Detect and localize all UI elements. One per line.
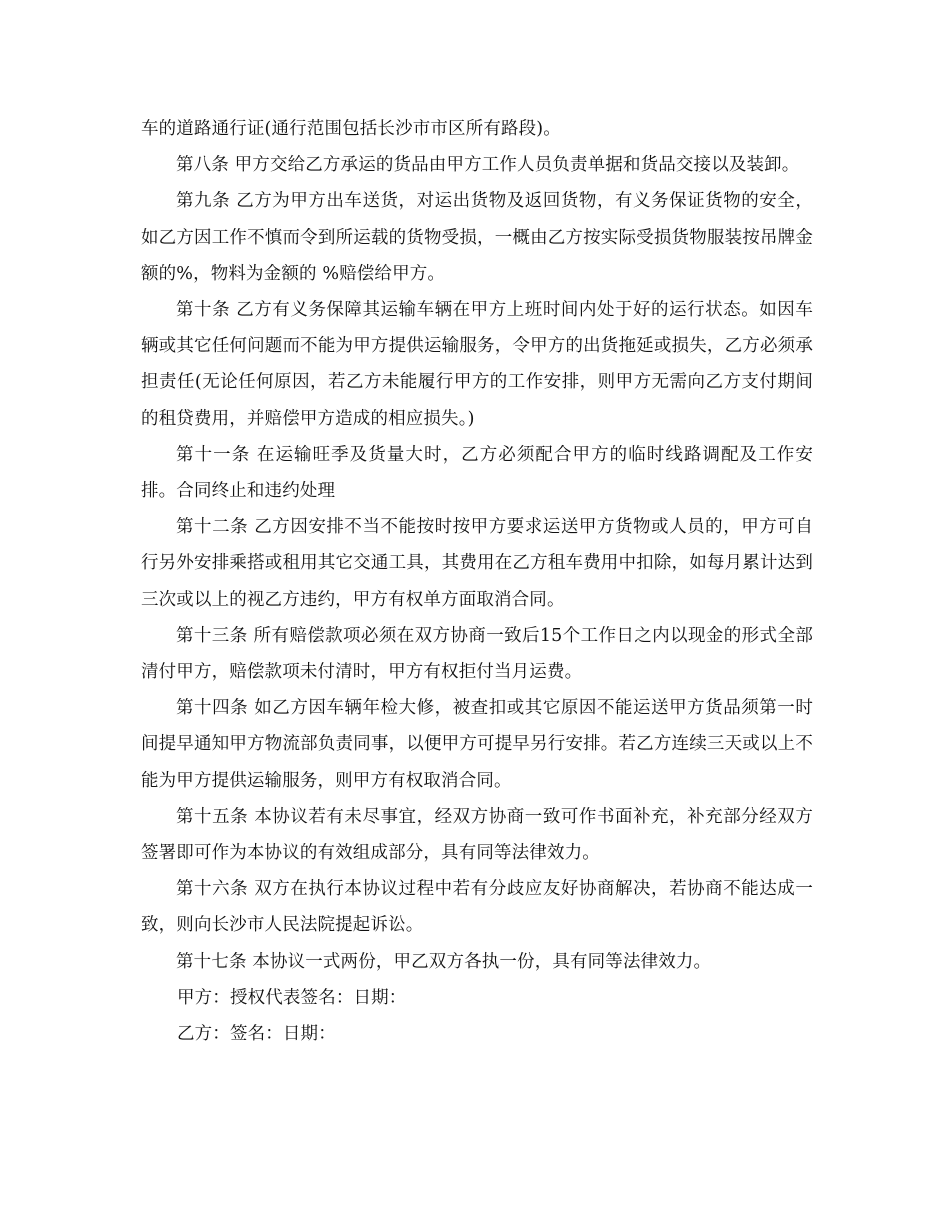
article-13: 第十三条 所有赔偿款项必须在双方协商一致后15个工作日之内以现金的形式全部清付甲方，赔偿款项未付清时，甲方有权拒付当月运费。 xyxy=(141,625,813,683)
paragraph-continuation: 车的道路通行证(通行范围包括长沙市市区所有路段)。 xyxy=(141,119,561,139)
article-9: 第九条 乙方为甲方出车送货，对运出货物及返回货物，有义务保证货物的安全，如乙方因工作不慎而令到所运载的货物受损，一概由乙方按实际受损货物服装按吊牌金额的%，物料为金额的 %赔偿给甲方。 xyxy=(141,191,813,284)
document-body xyxy=(141,111,813,1052)
article-11: 第十一条 在运输旺季及货量大时，乙方必须配合甲方的临时线路调配及工作安排。合同终止和违约处理 xyxy=(141,444,813,502)
article-10: 第十条 乙方有义务保障其运输车辆在甲方上班时间内处于好的运行状态。如因车辆或其它任何问题而不能为甲方提供运输服务，令甲方的出货拖延或损失，乙方必须承担责任(无论任何原因，若乙方未能履行甲方的工作安排，则甲方无需向乙方支付期间的租贷费用，并赔偿甲方造成的相应损失。) xyxy=(141,300,813,429)
article-14: 第十四条 如乙方因车辆年检大修，被查扣或其它原因不能运送甲方货品须第一时间提早通知甲方物流部负责同事，以便甲方可提早另行安排。若乙方连续三天或以上不能为甲方提供运输服务，则甲方有权取消合同。 xyxy=(141,698,813,791)
party-b-signature-line: 乙方：签名：日期： xyxy=(177,1024,336,1045)
party-a-signature-line: 甲方：授权代表签名：日期： xyxy=(177,987,407,1008)
article-17: 第十七条 本协议一式两份，甲乙双方各执一份，具有同等法律效力。 xyxy=(176,951,712,972)
article-15: 第十五条 本协议若有未尽事宜，经双方协商一致可作书面补充，补充部分经双方签署即可作为本协议的有效组成部分，具有同等法律效力。 xyxy=(141,806,813,864)
article-12: 第十二条 乙方因安排不当不能按时按甲方要求运送甲方货物或人员的，甲方可自行另外安排乘搭或租用其它交通工具，其费用在乙方租车费用中扣除，如每月累计达到三次或以上的视乙方违约，甲方有权单方面取消合同。 xyxy=(141,517,813,610)
article-8: 第八条 甲方交给乙方承运的货品由甲方工作人员负责单据和货品交接以及装卸。 xyxy=(176,155,800,176)
article-16: 第十六条 双方在执行本协议过程中若有分歧应友好协商解决，若协商不能达成一致，则向长沙市人民法院提起诉讼。 xyxy=(141,879,813,936)
